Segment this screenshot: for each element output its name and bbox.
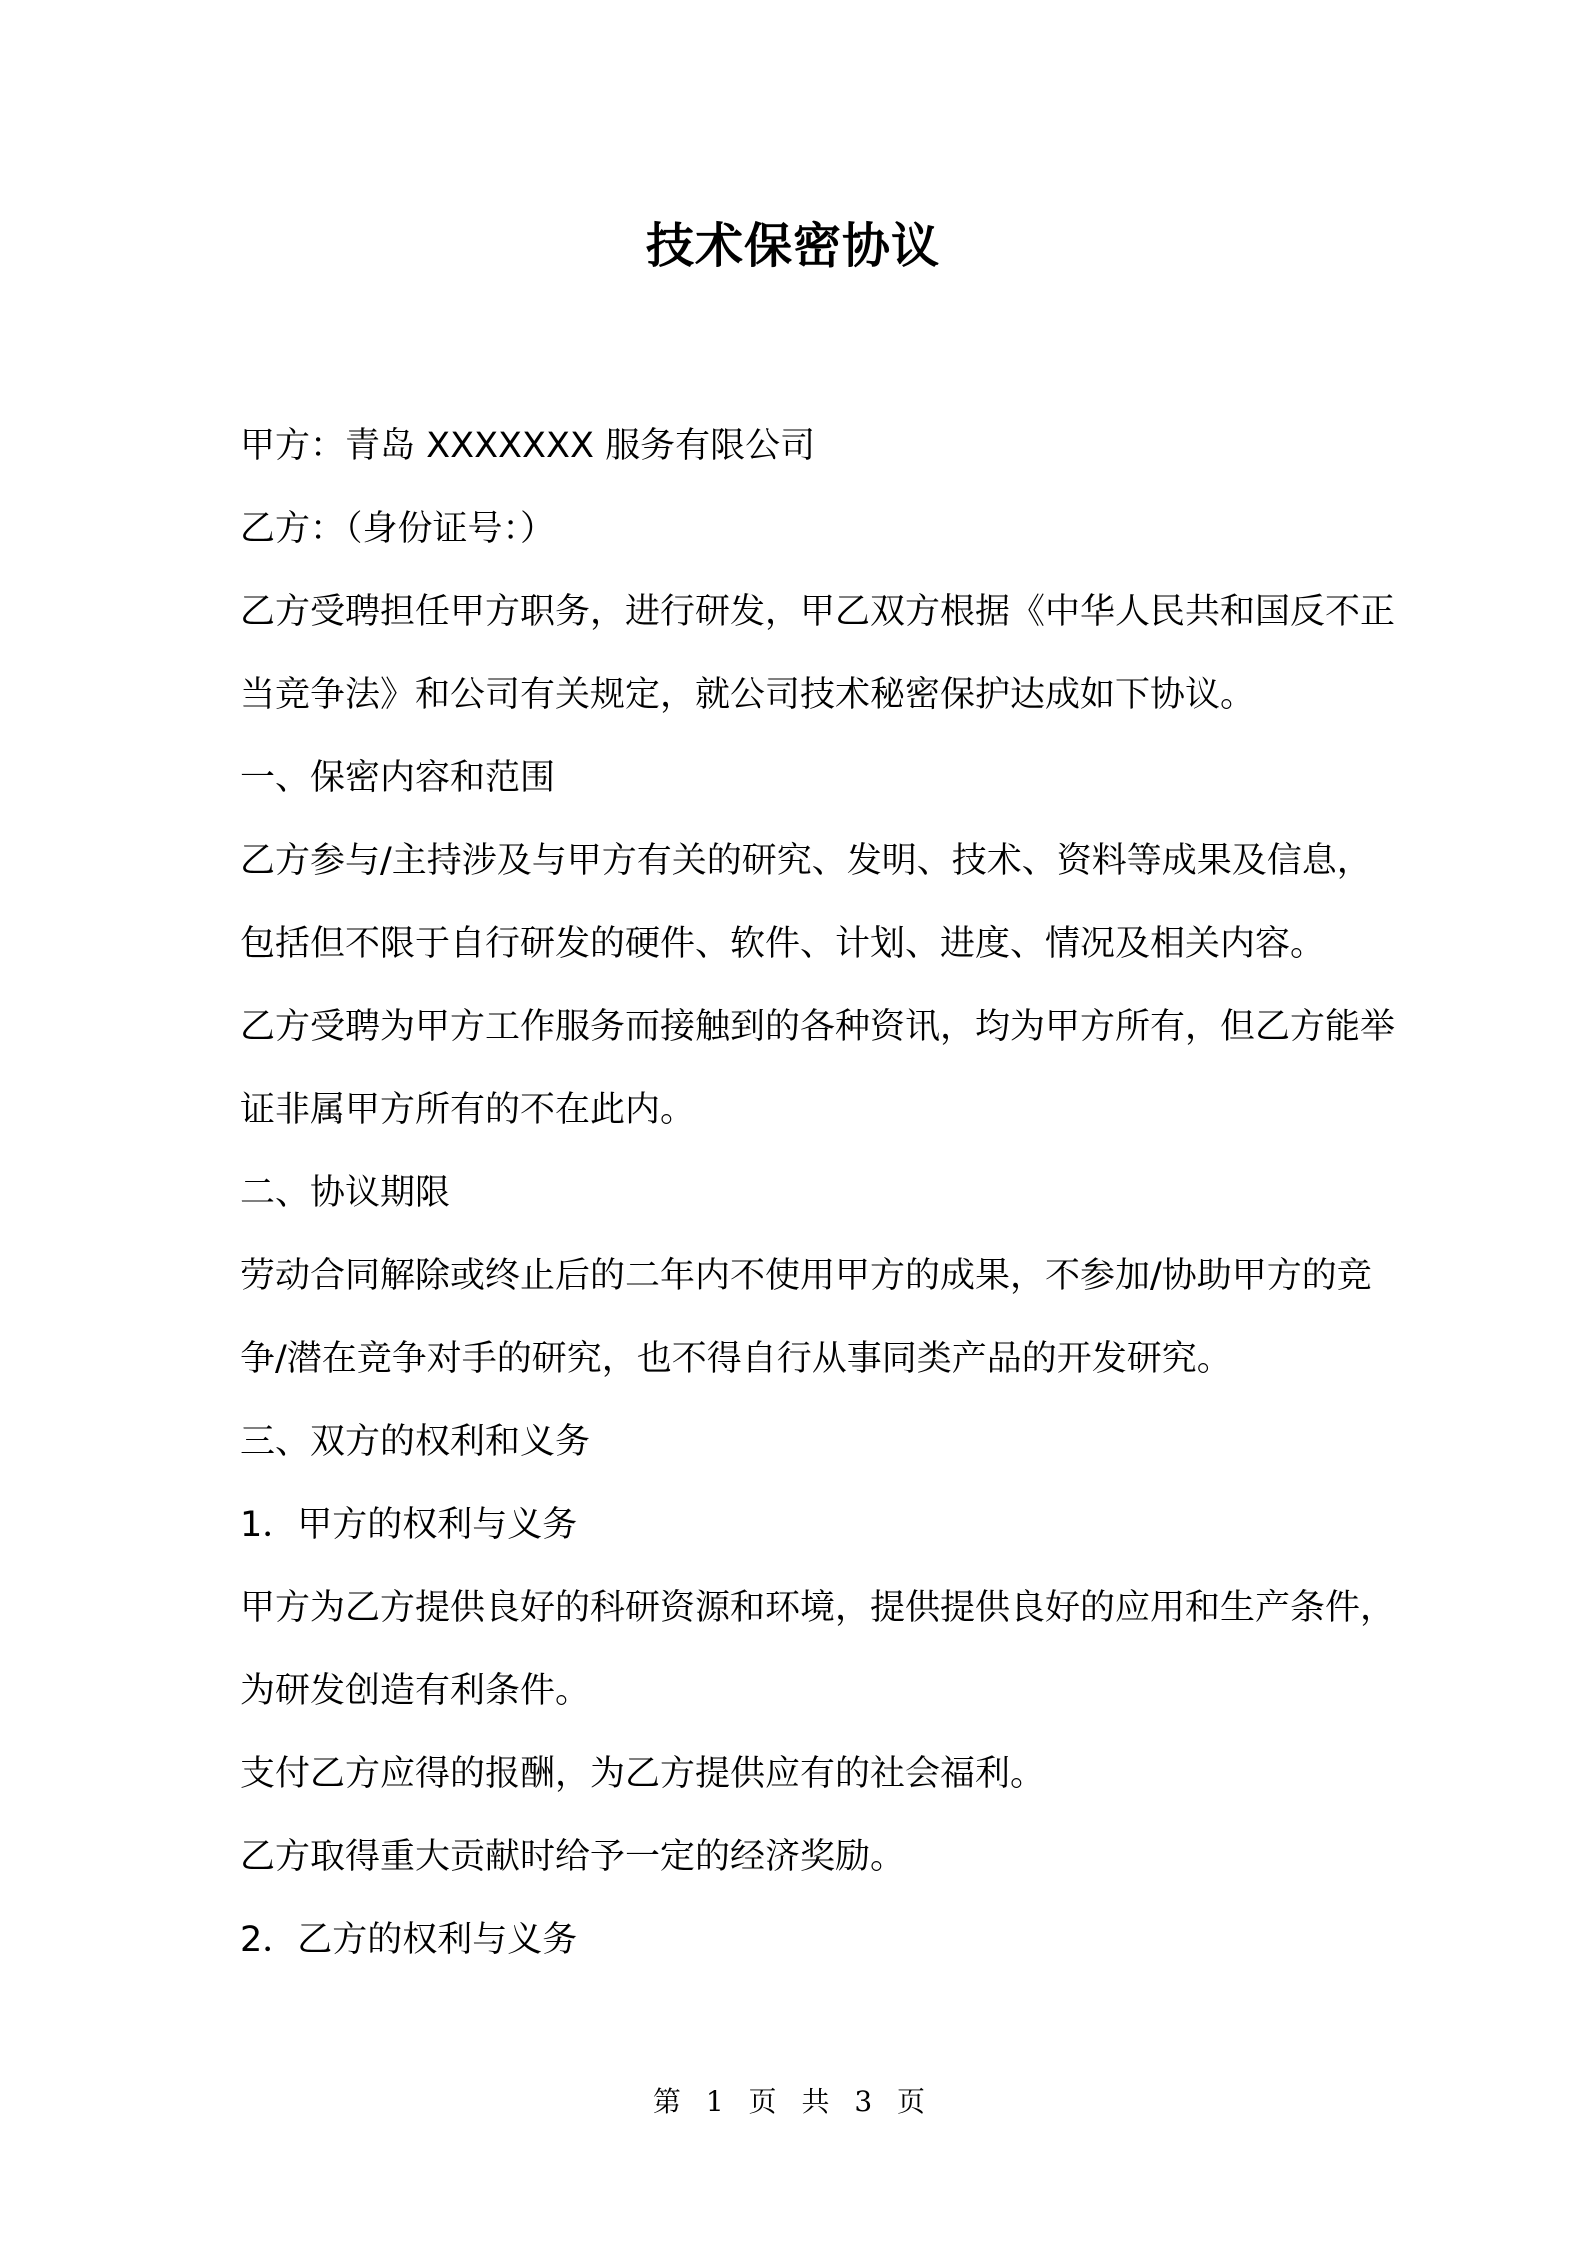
subsection-heading-2: 2．乙方的权利与义务	[240, 1920, 578, 1960]
section-heading-2: 二、协议期限	[240, 1173, 451, 1213]
paragraph-line: 当竞争法》和公司有关规定，就公司技术秘密保护达成如下协议。	[240, 675, 1256, 715]
paragraph-line: 支付乙方应得的报酬，为乙方提供应有的社会福利。	[240, 1754, 1046, 1794]
paragraph-line: 争/潜在竞争对手的研究，也不得自行从事同类产品的开发研究。	[240, 1339, 1232, 1379]
document-title: 技术保密协议	[645, 218, 940, 274]
party-a-line: 甲方：青岛 XXXXXXX 服务有限公司	[240, 426, 816, 466]
paragraph-line: 证非属甲方所有的不在此内。	[240, 1090, 696, 1130]
paragraph-line: 乙方受聘担任甲方职务，进行研发，甲乙双方根据《中华人民共和国反不正	[240, 592, 1396, 632]
subsection-heading-1: 1．甲方的权利与义务	[240, 1505, 578, 1545]
party-b-line: 乙方：（身份证号：）	[240, 509, 556, 549]
paragraph-line: 包括但不限于自行研发的硬件、软件、计划、进度、情况及相关内容。	[240, 924, 1326, 964]
paragraph-line: 乙方取得重大贡献时给予一定的经济奖励。	[240, 1837, 906, 1877]
document-body	[240, 405, 1480, 1982]
page-number-footer: 第 1 页 共 3 页	[652, 2085, 934, 2118]
section-heading-3: 三、双方的权利和义务	[240, 1422, 591, 1462]
paragraph-line: 为研发创造有利条件。	[240, 1671, 591, 1711]
paragraph-line: 甲方为乙方提供良好的科研资源和环境，提供提供良好的应用和生产条件，	[240, 1588, 1396, 1628]
section-heading-1: 一、保密内容和范围	[240, 758, 556, 798]
paragraph-line: 乙方受聘为甲方工作服务而接触到的各种资讯，均为甲方所有，但乙方能举	[240, 1007, 1396, 1047]
paragraph-line: 乙方参与/主持涉及与甲方有关的研究、发明、技术、资料等成果及信息，	[240, 841, 1372, 881]
paragraph-line: 劳动合同解除或终止后的二年内不使用甲方的成果，不参加/协助甲方的竞	[240, 1256, 1372, 1296]
